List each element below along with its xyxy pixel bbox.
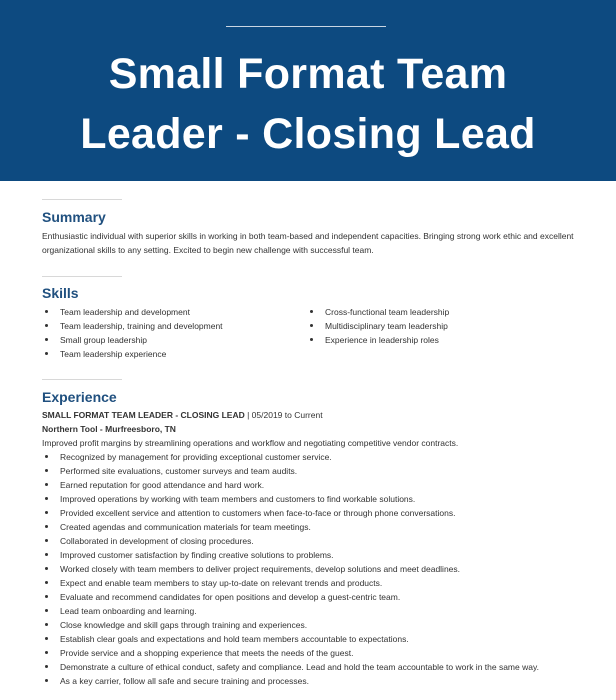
experience-heading: Experience bbox=[42, 389, 117, 405]
experience-bullet: Recognized by management for providing exceptional customer service. bbox=[42, 450, 562, 464]
experience-bullet: Expect and enable team members to stay up-to-date on relevant trends and products. bbox=[42, 576, 562, 590]
experience-bullet: Evaluate and recommend candidates for open positions and develop a guest-centric team. bbox=[42, 590, 562, 604]
experience-bullet: As a key carrier, follow all safe and secure training and processes. bbox=[42, 674, 562, 688]
skill-item: Team leadership, training and development bbox=[42, 319, 292, 333]
experience-bullet: Close knowledge and skill gaps through training and experiences. bbox=[42, 618, 562, 632]
experience-divider bbox=[42, 379, 122, 380]
experience-bullet: Collaborated in development of closing procedures. bbox=[42, 534, 562, 548]
experience-bullet: Lead team onboarding and learning. bbox=[42, 604, 562, 618]
job-title-line bbox=[42, 408, 323, 422]
skill-item: Small group leadership bbox=[42, 333, 292, 347]
experience-bullet: Created agendas and communication materials for team meetings. bbox=[42, 520, 562, 534]
experience-bullet: Improved customer satisfaction by finding creative solutions to problems. bbox=[42, 548, 562, 562]
summary-divider bbox=[42, 199, 122, 200]
title-line-2: Leader - Closing Lead bbox=[80, 110, 536, 158]
page-title bbox=[0, 44, 616, 164]
title-line-1: Small Format Team bbox=[108, 50, 508, 98]
skills-heading: Skills bbox=[42, 285, 79, 301]
experience-bullets bbox=[42, 450, 562, 688]
summary-text: Enthusiastic individual with superior skills in working in both team-based and independent capacities. Bringing strong work ethic and excellent organizational skills to any setting. Excited to begin new challenge with successful team. bbox=[42, 231, 574, 255]
experience-bullet: Worked closely with team members to deliver project requirements, develop solutions and meet deadlines. bbox=[42, 562, 562, 576]
skill-item: Experience in leadership roles bbox=[307, 333, 557, 347]
experience-bullet: Provided excellent service and attention to customers when face-to-face or through phone conversations. bbox=[42, 506, 562, 520]
experience-bullet: Performed site evaluations, customer surveys and team audits. bbox=[42, 464, 562, 478]
job-company: Northern Tool - Murfreesboro, TN bbox=[42, 424, 176, 434]
experience-bullet: Establish clear goals and expectations and hold team members accountable to expectations. bbox=[42, 632, 562, 646]
skills-list-left bbox=[42, 305, 292, 361]
header-divider bbox=[226, 26, 386, 27]
job-intro: Improved profit margins by streamlining operations and workflow and negotiating competitive vendor contracts. bbox=[42, 438, 459, 448]
header-banner bbox=[0, 0, 616, 181]
job-separator: | bbox=[244, 410, 252, 420]
experience-bullet: Improved operations by working with team members and customers to find workable solutions. bbox=[42, 492, 562, 506]
skill-item: Cross-functional team leadership bbox=[307, 305, 557, 319]
skill-item: Multidisciplinary team leadership bbox=[307, 319, 557, 333]
skill-item: Team leadership and development bbox=[42, 305, 292, 319]
skill-item: Team leadership experience bbox=[42, 347, 292, 361]
skills-list-right bbox=[307, 305, 557, 347]
job-dates: 05/2019 to Current bbox=[251, 410, 323, 420]
job-title: SMALL FORMAT TEAM LEADER - CLOSING LEAD bbox=[42, 410, 245, 420]
skills-divider bbox=[42, 276, 122, 277]
experience-bullet: Earned reputation for good attendance and hard work. bbox=[42, 478, 562, 492]
experience-bullet: Provide service and a shopping experience that meets the needs of the guest. bbox=[42, 646, 562, 660]
summary-heading: Summary bbox=[42, 209, 106, 225]
experience-bullet: Demonstrate a culture of ethical conduct, safety and compliance. Lead and hold the team accountable to work in the same way. bbox=[42, 660, 562, 674]
